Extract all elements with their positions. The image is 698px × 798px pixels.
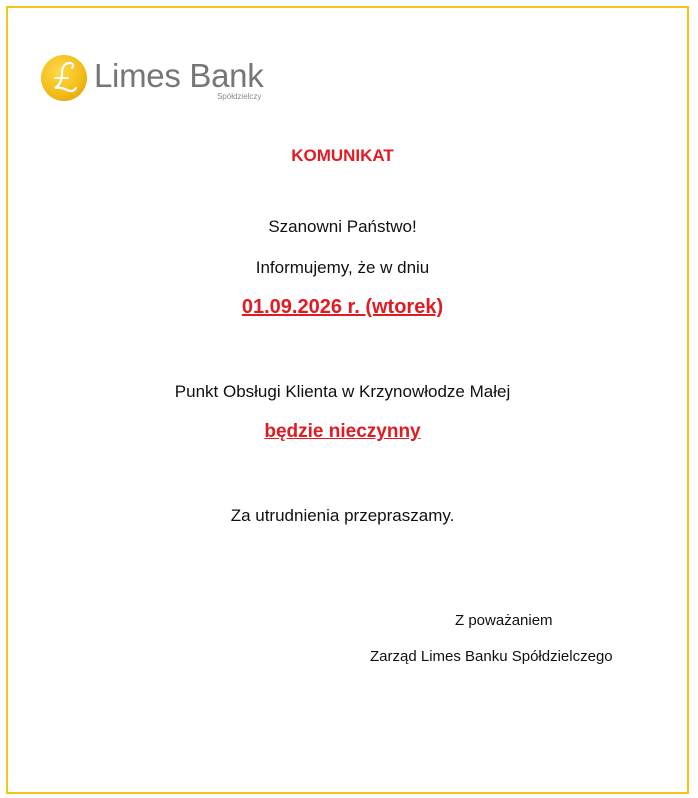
closure-date: 01.09.2026 r. (wtorek): [241, 296, 444, 318]
greeting: Szanowni Państwo!: [268, 217, 417, 236]
location-line: Punkt Obsługi Klienta w Krzynowłodze Małej: [174, 382, 511, 401]
logo-name: Limes Bank: [94, 57, 264, 94]
limes-l-icon: [40, 54, 88, 102]
apology-line: Za utrudnienia przepraszamy.: [230, 506, 455, 525]
logo-subtitle: Spółdzielczy: [216, 92, 262, 101]
inform-line: Informujemy, że w dniu: [255, 258, 430, 277]
logo-text: [94, 54, 263, 106]
signature-line: Zarząd Limes Banku Spółdzielczego: [370, 648, 613, 665]
bank-logo: [40, 54, 263, 106]
notice-title: KOMUNIKAT: [291, 146, 394, 165]
regards-line: Z poważaniem: [455, 612, 553, 629]
closed-notice: będzie nieczynny: [264, 421, 421, 442]
